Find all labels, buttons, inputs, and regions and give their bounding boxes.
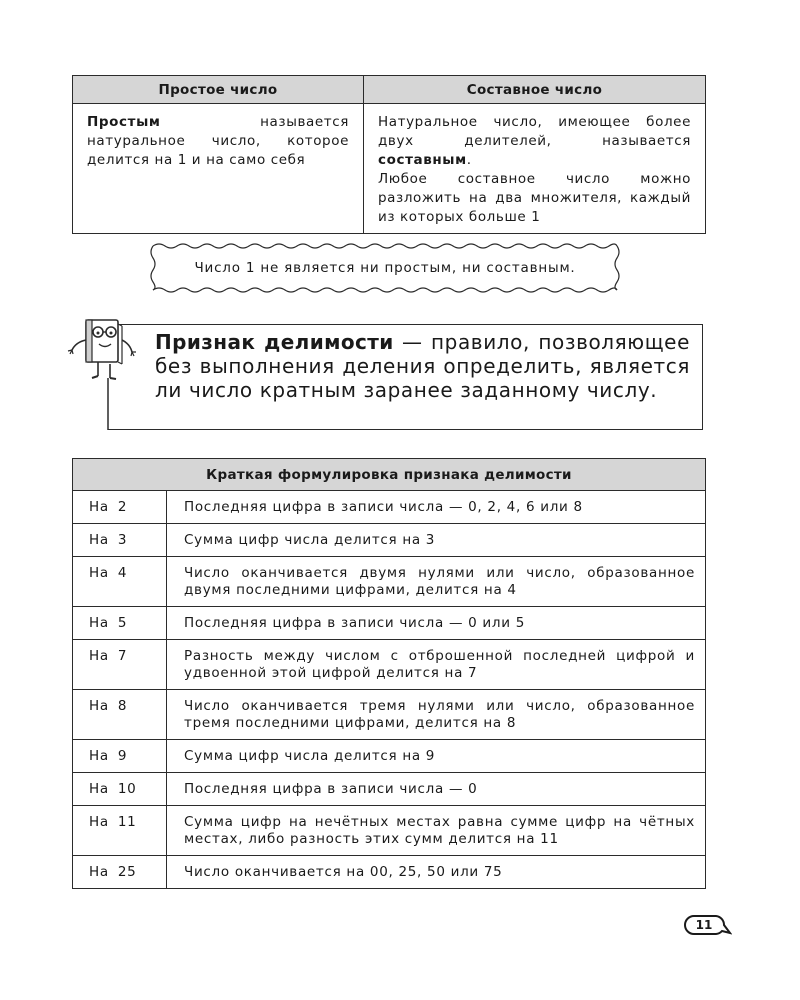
table-row: [73, 491, 706, 524]
prime-header: Простое число: [73, 76, 364, 104]
rule-cell: Число оканчивается тремя нулями или число, образованное тремя последними цифрами, делится на 8: [167, 690, 706, 740]
note-banner: [149, 242, 621, 294]
rule-cell: Последняя цифра в записи числа — 0, 2, 4, 6 или 8: [167, 491, 706, 524]
divisor-cell: На 3: [73, 524, 167, 557]
table-row: [73, 557, 706, 607]
page-number-text: 11: [695, 918, 713, 932]
table-row: [73, 856, 706, 889]
composite-header: Составное число: [364, 76, 706, 104]
divisor-cell: На 7: [73, 640, 167, 690]
book-mascot-icon: [66, 308, 138, 433]
divisor-cell: На 5: [73, 607, 167, 640]
rule-cell: Число оканчивается на 00, 25, 50 или 75: [167, 856, 706, 889]
definition-text: [155, 330, 690, 402]
table-row: [73, 740, 706, 773]
rule-cell: Сумма цифр на нечётных местах равна сумме цифр на чётных местах, либо разность этих сумм делится на 11: [167, 806, 706, 856]
prime-definition-text: называется натуральное число, которое делится на 1 и на само себя: [87, 114, 349, 168]
rule-cell: Сумма цифр числа делится на 9: [167, 740, 706, 773]
divisor-cell: На 2: [73, 491, 167, 524]
table-row: [73, 806, 706, 856]
prime-definition-cell: [73, 104, 364, 234]
composite-definition-text: Натуральное число, имеющее более двух делителей, называется: [378, 114, 691, 149]
rule-cell: Число оканчивается двумя нулями или число, образованное двумя последними цифрами, делится на 4: [167, 557, 706, 607]
composite-definition-cell: [364, 104, 706, 234]
prime-composite-table: [72, 75, 706, 234]
divisor-cell: На 10: [73, 773, 167, 806]
definition-term: Признак делимости: [155, 330, 394, 354]
table-row: [73, 773, 706, 806]
divisor-cell: На 4: [73, 557, 167, 607]
divisor-cell: На 25: [73, 856, 167, 889]
divisibility-table: [72, 458, 706, 889]
table-row: [73, 690, 706, 740]
divisibility-header: Краткая формулировка признака делимости: [73, 459, 706, 491]
rule-cell: Разность между числом с отброшенной последней цифрой и удвоенной этой цифрой делится на 7: [167, 640, 706, 690]
table-row: [73, 640, 706, 690]
divisor-cell: На 9: [73, 740, 167, 773]
page-number: [684, 913, 732, 945]
rule-cell: Последняя цифра в записи числа — 0 или 5: [167, 607, 706, 640]
note-text: Число 1 не является ни простым, ни составным.: [194, 260, 576, 276]
composite-period: .: [466, 152, 472, 168]
composite-factor-text: Любое составное число можно разложить на два множителя, каждый из которых больше 1: [378, 171, 691, 225]
divisor-cell: На 8: [73, 690, 167, 740]
rule-cell: Сумма цифр числа делится на 3: [167, 524, 706, 557]
definition-body: — правило, позволяющее без выполнения деления определить, является ли число кратным заранее заданному числу.: [155, 330, 690, 402]
composite-term: составным: [378, 152, 467, 168]
table-row: [73, 524, 706, 557]
table-row: [73, 607, 706, 640]
rule-cell: Последняя цифра в записи числа — 0: [167, 773, 706, 806]
prime-term: Простым: [87, 114, 161, 130]
divisor-cell: На 11: [73, 806, 167, 856]
